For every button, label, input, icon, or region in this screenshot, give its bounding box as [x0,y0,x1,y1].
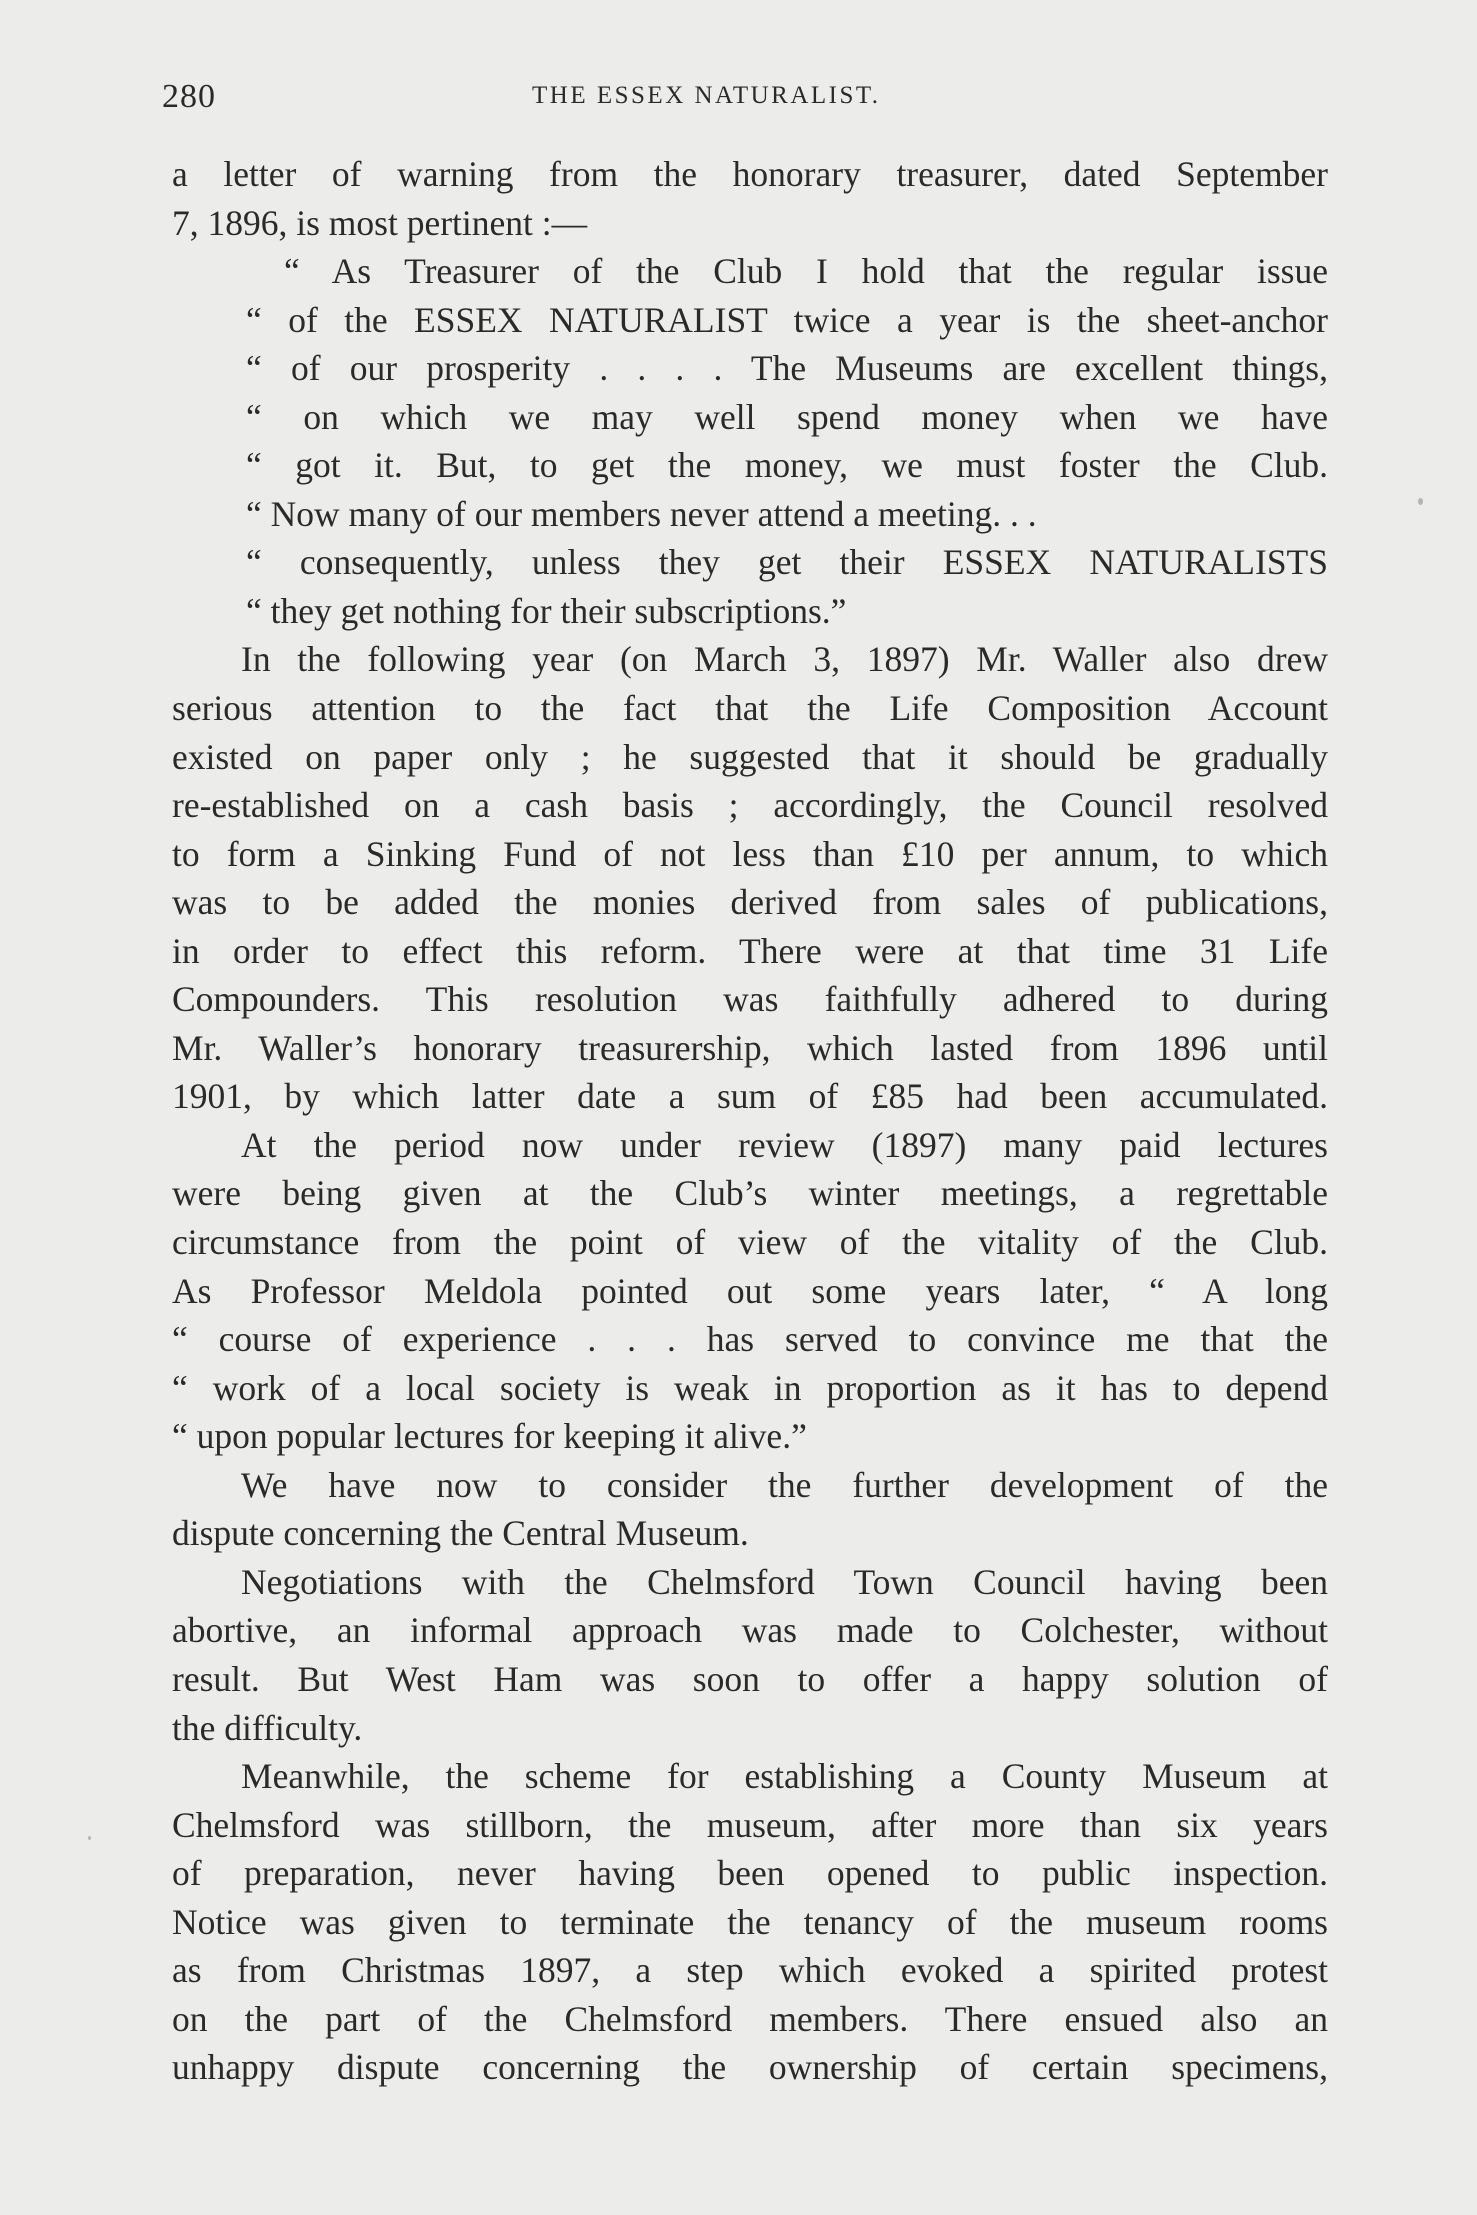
paper-speck [88,1836,91,1840]
text-line: dispute concerning the Central Museum. [172,1513,749,1554]
text-line: was to be added the monies derived from sales of publications, [172,882,1328,923]
text-line: Negotiations with the Chelmsford Town Council having been [241,1561,1328,1602]
quote-line: “ of our prosperity . . . . The Museums are excellent things, [246,348,1328,389]
text-line: a letter of warning from the honorary treasurer, dated September [172,154,1328,194]
quote-line: “ of the ESSEX NATURALIST twice a year is the sheet-anchor [246,299,1328,340]
text-line: Compounders. This resolution was faithfully adhered to during [172,979,1328,1020]
page-number: 280 [162,78,216,115]
text-line: “ upon popular lectures for keeping it alive.” [172,1416,807,1457]
text-line: “ work of a local society is weak in proportion as it has to depend [172,1367,1328,1408]
text-line: circumstance from the point of view of the vitality of the Club. [172,1222,1328,1263]
text-line: as from Christmas 1897, a step which evoked a spirited protest [172,1950,1328,1991]
quote-line: “ consequently, unless they get their ESSEX NATURALISTS [246,542,1328,583]
text-line: At the period now under review (1897) many paid lectures [241,1124,1328,1165]
text-line: result. But West Ham was soon to offer a happy solution of [172,1658,1328,1699]
body-text [172,150,1328,2092]
text-line: 7, 1896, is most pertinent :— [172,202,588,243]
text-line: existed on paper only ; he suggested that it should be gradually [172,736,1328,777]
text-line: “ course of experience . . . has served to convince me that the [172,1319,1328,1360]
quote-line: “ they get nothing for their subscriptions.” [246,590,847,631]
text-line: re-established on a cash basis ; accordingly, the Council resolved [172,785,1328,826]
text-line: In the following year (on March 3, 1897) Mr. Waller also drew [241,639,1328,680]
text-line: of preparation, never having been opened to public inspection. [172,1853,1328,1894]
text-line: Meanwhile, the scheme for establishing a County Museum at [241,1756,1328,1797]
quote-line: “ got it. But, to get the money, we must foster the Club. [246,445,1328,486]
quote-line: “ As Treasurer of the Club I hold that the regular issue [284,251,1328,292]
text-line: As Professor Meldola pointed out some years later, “ A long [172,1270,1328,1311]
text-line: in order to effect this reform. There were at that time 31 Life [172,930,1328,971]
text-line: Chelmsford was stillborn, the museum, after more than six years [172,1804,1328,1845]
text-line: were being given at the Club’s winter meetings, a regrettable [172,1173,1328,1214]
quote-line: “ Now many of our members never attend a meeting. . . [246,493,1037,534]
text-line: on the part of the Chelmsford members. There ensued also an [172,1998,1328,2039]
text-line: abortive, an informal approach was made to Colchester, without [172,1610,1328,1651]
text-line: Notice was given to terminate the tenancy of the museum rooms [172,1901,1328,1942]
text-line: Mr. Waller’s honorary treasurership, which lasted from 1896 until [172,1027,1328,1068]
text-line: unhappy dispute concerning the ownership of certain specimens, [172,2047,1328,2088]
running-head [162,78,1327,118]
text-line: to form a Sinking Fund of not less than £10 per annum, to which [172,833,1328,874]
paper-speck [1418,498,1423,505]
journal-title: THE ESSEX NATURALIST. [532,82,881,109]
text-line: We have now to consider the further development of the [241,1464,1328,1505]
text-line: 1901, by which latter date a sum of £85 had been accumulated. [172,1076,1328,1117]
text-line: the difficulty. [172,1707,363,1748]
quote-line: “ on which we may well spend money when we have [246,396,1328,437]
text-line: serious attention to the fact that the Life Composition Account [172,688,1328,729]
